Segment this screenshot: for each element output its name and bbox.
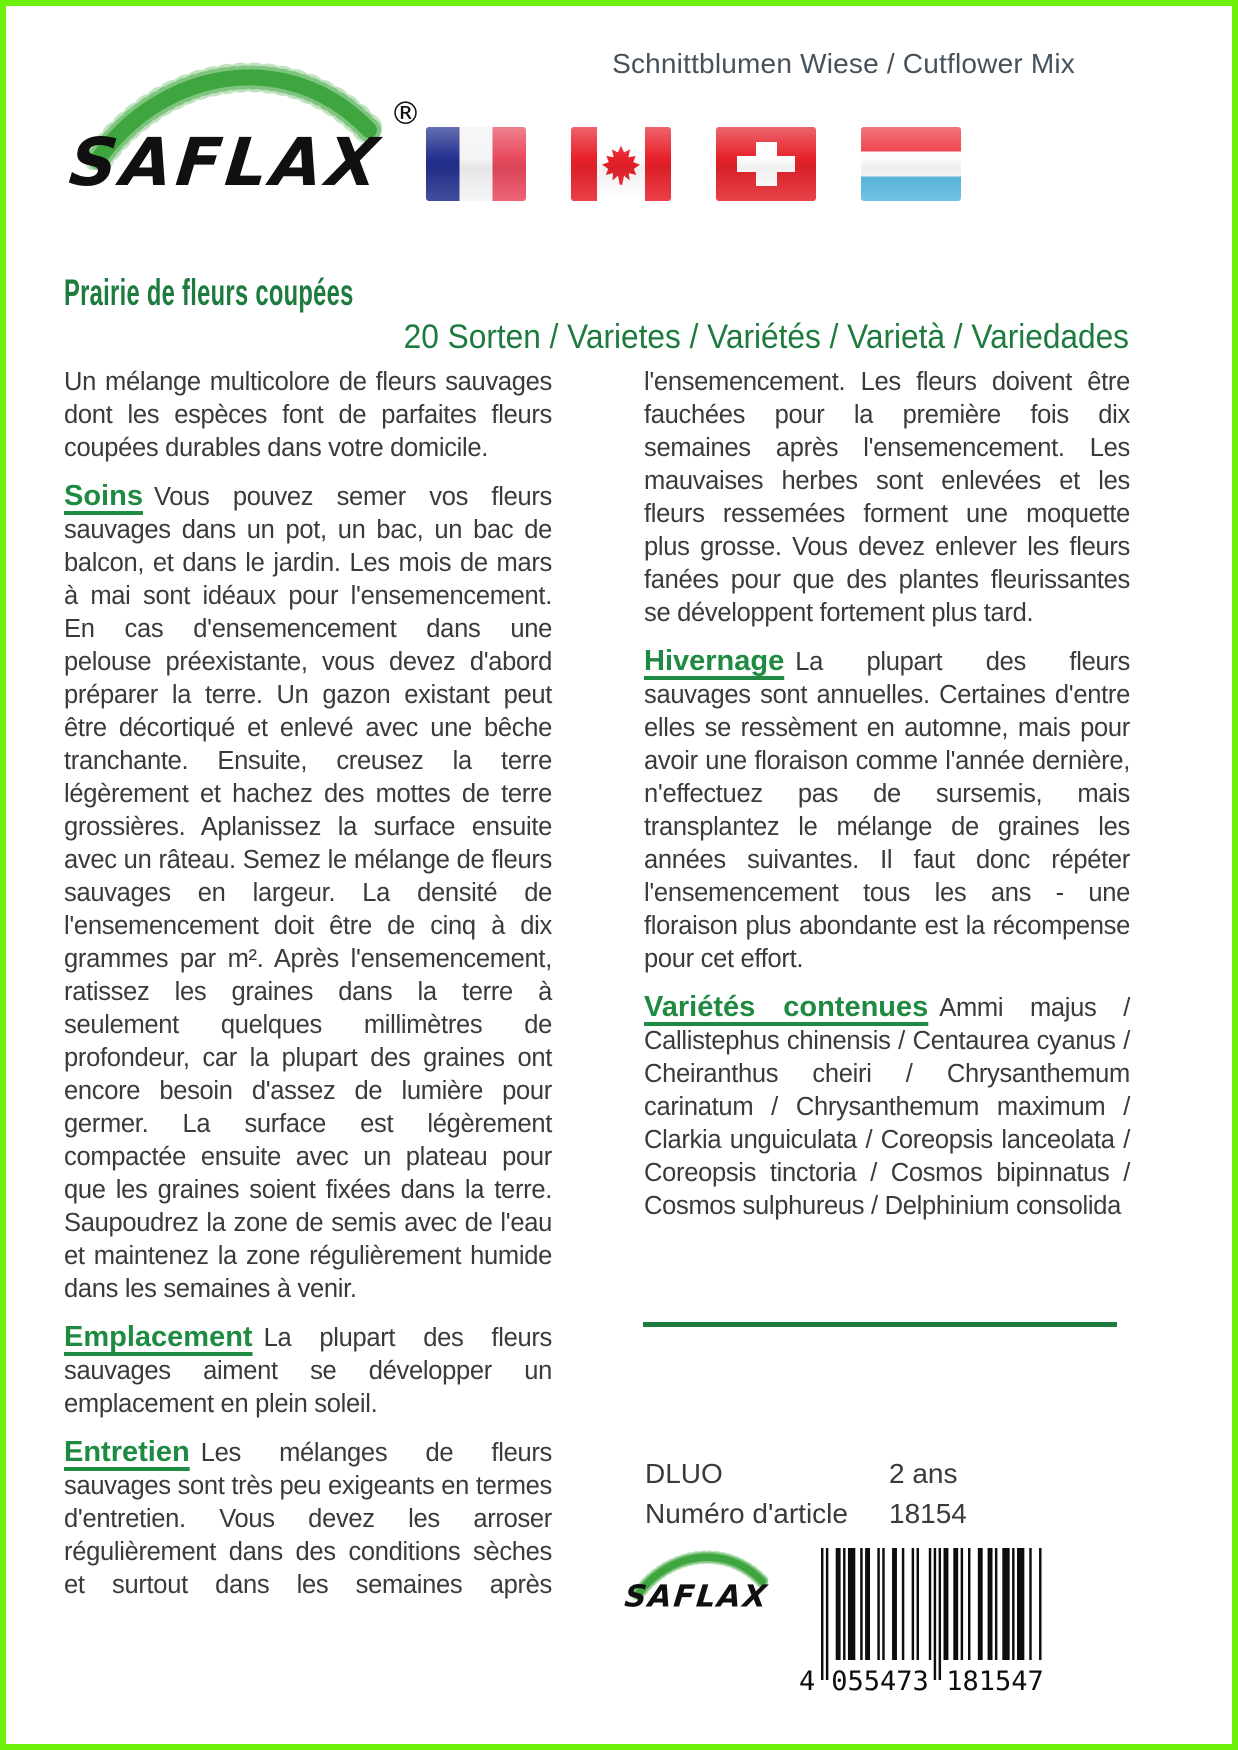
luxembourg-flag-icon [861, 127, 961, 201]
entretien-continuation: l'ensemencement. Les fleurs doivent être fauchées pour la première fois dix semaines après l'ensemencement. Les mauvaises herbes sont enlevées et les fleurs ressemées forment une moquette plus grosse. Vous devez enlever les fleurs fanées pour que des plantes fleurissantes se développent fortement plus tard. [644, 368, 1130, 627]
product-line-text: Schnittblumen Wiese / Cutflower Mix [612, 48, 1075, 79]
article-number-label: Numéro d'article [645, 1498, 848, 1529]
dluo-row [645, 1458, 1125, 1490]
soins-section: Soins Vous pouvez semer vos fleurs sauvages dans un pot, un bac, un bac de balcon, et dans le jardin. Les mois de mars à mai sont idéaux pour l'ensemencement. En cas d'ensemencement dans une pelouse préexistante, vous devez d'abord préparer la terre. Un gazon existant peut être décortiqué et enlevé avec une bêche tranchante. Ensuite, creusez la terre légèrement et hachez des mottes de terre grossières. Aplanissez la surface ensuite avec un râteau. Semez le mélange de fleurs sauvages en largeur. La densité de l'ensemencement doit être de cinq à dix grammes par m². Après l'ensemencement, ratissez les graines dans la terre à seulement quelques millimètres de profondeur, car la plupart des graines ont encore besoin d'assez de lumière pour germer. La surface est légèrement compactée ensuite avec un plateau pour que les graines soient fixées dans la terre. Saupoudrez la zone de semis avec de l'eau et maintenez la zone régulièrement humide dans les semaines à venir. [64, 480, 552, 1303]
section-heading-soins: Soins [64, 480, 143, 512]
product-info [645, 1458, 1125, 1538]
dluo-value: 2 ans [889, 1458, 958, 1489]
page-subtitle: 20 Sorten / Varietes / Variétés / Varietà / Variedades [403, 318, 1130, 356]
section-heading-emplacement: Emplacement [64, 1321, 253, 1353]
footer-brand-name: SAFLAX [622, 1578, 771, 1615]
barcode-digits-left: 055473 [831, 1666, 929, 1697]
ean-barcode [799, 1546, 1061, 1698]
varietes-section: Variétés contenues Ammi majus / Callistephus chinensis / Centaurea cyanus / Cheiranthus cheiri / Chrysanthemum carinatum / Chrysanthemum maximum / Clarkia unguiculata / Coreopsis lanceolata / Coreopsis tinctoria / Cosmos bipinnatus / Cosmos sulphureus / Delphinium consolida [644, 991, 1130, 1220]
column-left [64, 366, 552, 1617]
section-heading-varietes: Variétés contenues [644, 991, 929, 1023]
france-flag-icon [426, 127, 526, 201]
page-title: Prairie de fleurs coupées [64, 272, 354, 313]
footer-brand-logo [622, 1540, 792, 1623]
column-right [644, 366, 1130, 1238]
switzerland-flag-icon [716, 127, 816, 201]
hivernage-section: Hivernage La plupart des fleurs sauvages sont annuelles. Certaines d'entre elles se ressèment en automne, mais pour avoir une floraison comme l'année dernière, n'effectuez pas de sursemis, mais transplantez le mélange de graines les années suivantes. Il faut donc répéter l'ensemencement tous les ans - une floraison plus abondante est la récompense pour cet effort. [644, 645, 1130, 973]
section-heading-entretien: Entretien [64, 1436, 190, 1468]
divider-rule [643, 1322, 1117, 1327]
article-number-value: 18154 [889, 1498, 967, 1529]
canada-flag-icon [571, 127, 671, 201]
registered-mark-icon: ® [390, 96, 421, 132]
intro-paragraph: Un mélange multicolore de fleurs sauvages dont les espèces font de parfaites fleurs coupées durables dans votre domicile. [64, 368, 552, 462]
brand-logo [64, 40, 434, 220]
emplacement-section: Emplacement La plupart des fleurs sauvages aiment se développer un emplacement en plein soleil. [64, 1321, 552, 1418]
section-heading-hivernage: Hivernage [644, 645, 785, 677]
dluo-label: DLUO [645, 1458, 723, 1489]
article-number-row [645, 1498, 1125, 1530]
brand-name: SAFLAX [66, 124, 386, 201]
barcode-digits-right: 181547 [946, 1666, 1044, 1697]
entretien-section: Entretien Les mélanges de fleurs sauvages sont très peu exigeants en termes d'entretien. Vous devez les arroser régulièrement dans des conditions sèches et surtout dans les semaines après [64, 1436, 552, 1599]
flag-row [426, 127, 961, 201]
maple-leaf-icon [599, 140, 643, 188]
barcode-digit-first: 4 [799, 1666, 816, 1697]
